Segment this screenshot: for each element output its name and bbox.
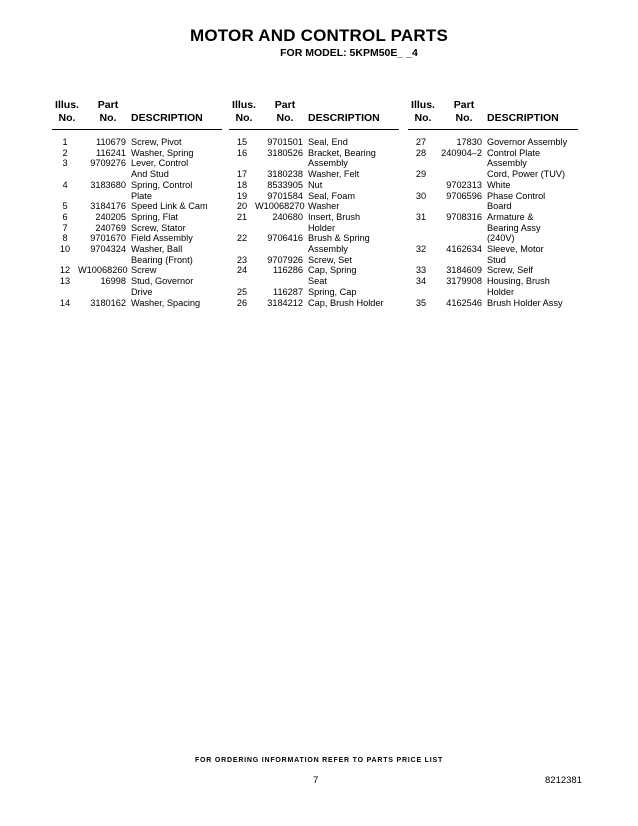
illus-header: Illus. No. <box>232 99 256 124</box>
parts-column-3 <box>408 99 583 308</box>
part-number: 8533905 <box>267 179 303 190</box>
illus-number: 27 <box>415 137 427 147</box>
illus-number: 6 <box>62 211 68 222</box>
parts-row <box>52 180 227 201</box>
part-number: 17830 <box>456 137 482 147</box>
part-description: Speed Link & Cam <box>131 201 208 212</box>
illus-number: 10 <box>59 244 71 255</box>
illus-number: 2 <box>62 147 68 158</box>
column-header <box>52 99 227 130</box>
illus-header: Illus. No. <box>411 99 435 124</box>
parts-row <box>52 233 227 244</box>
part-description: Spring, Control Plate <box>131 179 193 201</box>
parts-row <box>229 191 404 202</box>
part-description: Spring, Flat <box>131 211 178 222</box>
part-description: Nut <box>308 179 323 190</box>
part-description: Washer, Felt <box>308 169 360 180</box>
part-number: 240769 <box>95 222 126 233</box>
part-number: 9702313 <box>446 179 482 190</box>
illus-header: Illus. No. <box>55 99 79 124</box>
part-description: White <box>487 179 511 190</box>
part-number: 4162546 <box>446 297 482 308</box>
part-number: 9709276 <box>90 158 126 169</box>
page-title: MOTOR AND CONTROL PARTS <box>189 26 449 45</box>
illus-number: 1 <box>62 137 68 147</box>
part-number: 9704324 <box>90 244 126 255</box>
illus-number: 25 <box>236 286 248 297</box>
illus-number: 21 <box>236 211 248 222</box>
page-number: 7 <box>313 775 319 786</box>
part-description: Seal, Foam <box>308 190 355 201</box>
parts-row <box>229 298 404 309</box>
illus-number: 5 <box>62 201 68 212</box>
part-description: Washer, Ball Bearing (Front) <box>131 244 193 265</box>
illus-number: 18 <box>236 179 248 190</box>
part-number: 9701584 <box>267 190 303 201</box>
description-header: DESCRIPTION <box>487 112 559 124</box>
part-number: 116241 <box>96 147 126 158</box>
description-header: DESCRIPTION <box>308 112 380 124</box>
part-description: Screw <box>131 265 157 276</box>
part-number: 3180238 <box>267 169 303 180</box>
header-rule <box>229 129 399 130</box>
parts-row <box>52 298 227 309</box>
parts-row <box>408 244 583 265</box>
illus-number: 20 <box>236 201 248 212</box>
part-description: Phase Control Board <box>487 190 546 212</box>
ordering-note: FOR ORDERING INFORMATION REFER TO PARTS PRICE LIST <box>194 757 444 764</box>
part-header: Part No. <box>274 99 296 124</box>
parts-row <box>229 169 404 180</box>
illus-number: 33 <box>415 265 427 276</box>
illus-number: 14 <box>59 297 71 308</box>
part-description: Armature & Bearing Assy (240V) <box>487 211 541 244</box>
illus-number: 31 <box>415 211 427 222</box>
part-description: Insert, Brush Holder <box>308 211 361 233</box>
description-header: DESCRIPTION <box>131 112 203 124</box>
header-rule <box>408 129 578 130</box>
part-description: Seal, End <box>308 137 348 147</box>
part-description: Screw, Set <box>308 254 352 265</box>
part-description: Washer, Spacing <box>131 297 201 308</box>
parts-column-2 <box>229 99 404 308</box>
parts-row <box>229 148 404 169</box>
parts-column-1 <box>52 99 227 308</box>
part-number: 16998 <box>100 276 126 287</box>
part-number: 3184609 <box>446 265 482 276</box>
part-number: 3184212 <box>267 297 303 308</box>
parts-row <box>52 244 227 265</box>
part-description: Governor Assembly <box>487 137 568 147</box>
column-header <box>408 99 583 130</box>
illus-number: 13 <box>59 276 71 287</box>
part-description: Field Assembly <box>131 233 193 244</box>
part-header: Part No. <box>97 99 119 124</box>
part-number: 3179908 <box>446 276 482 287</box>
document-number: 8212381 <box>545 775 582 786</box>
illus-number: 22 <box>236 233 248 244</box>
parts-row <box>52 265 227 276</box>
parts-row <box>229 265 404 286</box>
part-number: 3180526 <box>267 147 303 158</box>
illus-number: 28 <box>415 147 427 158</box>
part-number: 9701670 <box>90 233 126 244</box>
parts-row <box>52 276 227 297</box>
parts-rows <box>229 137 404 308</box>
part-description: Screw, Pivot <box>131 137 182 147</box>
part-number <box>434 169 482 180</box>
part-description: Cap, Brush Holder <box>308 297 384 308</box>
part-description: Cap, Spring Seat <box>308 265 357 287</box>
part-description: Sleeve, Motor Stud <box>487 244 544 265</box>
part-number: 240680 <box>272 211 303 222</box>
part-description: Brush Holder Assy <box>487 297 563 308</box>
parts-row <box>229 287 404 298</box>
part-description: Lever, Control And Stud <box>131 158 189 180</box>
part-number: 9701501 <box>267 137 303 147</box>
illus-number: 30 <box>415 190 427 201</box>
parts-row <box>408 191 583 212</box>
parts-row <box>229 180 404 191</box>
parts-row <box>408 169 583 180</box>
parts-row <box>52 201 227 212</box>
part-description: Stud, Governor Drive <box>131 276 194 297</box>
part-description: Brush & Spring Assembly <box>308 233 370 255</box>
part-description: Spring, Cap <box>308 286 357 297</box>
illus-number <box>408 180 434 191</box>
illus-number: 32 <box>415 244 427 255</box>
part-description: Screw, Stator <box>131 222 186 233</box>
illus-number: 24 <box>236 265 248 276</box>
part-description: Bracket, Bearing Assembly <box>308 147 376 169</box>
illus-number: 19 <box>236 190 248 201</box>
parts-row <box>52 148 227 159</box>
part-description: Washer <box>308 201 340 212</box>
illus-number: 12 <box>59 265 71 276</box>
illus-number: 34 <box>415 276 427 287</box>
part-number: 9707926 <box>267 254 303 265</box>
part-description: Control Plate Assembly <box>487 147 541 169</box>
parts-row <box>408 212 583 244</box>
part-number: 9706416 <box>267 233 303 244</box>
illus-number: 15 <box>236 137 248 147</box>
part-description: Screw, Self <box>487 265 533 276</box>
illus-number: 4 <box>62 179 68 190</box>
illus-number: 7 <box>62 222 68 233</box>
part-number: W10068270 <box>255 201 305 212</box>
parts-row <box>52 137 227 148</box>
parts-row <box>52 223 227 234</box>
parts-row <box>408 265 583 276</box>
part-number: 3184176 <box>90 201 126 212</box>
part-number: 110679 <box>96 137 126 147</box>
part-number: W10068260 <box>78 265 128 276</box>
parts-rows <box>408 137 583 308</box>
parts-row <box>52 158 227 179</box>
part-number: 240904–2 <box>441 147 482 158</box>
illus-number: 3 <box>62 158 68 169</box>
illus-number: 35 <box>415 297 427 308</box>
model-subtitle: FOR MODEL: 5KPM50E_ _4 <box>280 47 418 59</box>
illus-number: 17 <box>236 169 248 180</box>
part-number: 9708316 <box>446 211 482 222</box>
parts-row <box>408 148 583 169</box>
part-description: Housing, Brush Holder <box>487 276 550 297</box>
illus-number: 29 <box>415 169 427 180</box>
part-description: Cord, Power (TUV) <box>487 169 566 180</box>
parts-row <box>229 255 404 266</box>
parts-row <box>229 201 404 212</box>
part-description: Washer, Spring <box>131 147 194 158</box>
parts-row <box>52 212 227 223</box>
parts-row <box>229 212 404 233</box>
part-number: 116287 <box>273 286 303 297</box>
part-header: Part No. <box>453 99 475 124</box>
parts-row <box>408 298 583 309</box>
illus-number: 23 <box>236 254 248 265</box>
parts-row <box>229 233 404 254</box>
part-number: 116286 <box>273 265 303 276</box>
illus-number: 8 <box>62 233 68 244</box>
parts-row <box>229 137 404 148</box>
part-number: 4162634 <box>446 244 482 255</box>
parts-row <box>408 137 583 148</box>
illus-number: 26 <box>236 297 248 308</box>
illus-number: 16 <box>236 147 248 158</box>
parts-rows <box>52 137 227 308</box>
header-rule <box>52 129 222 130</box>
parts-row <box>408 276 583 297</box>
part-number: 3180162 <box>90 297 126 308</box>
parts-row <box>408 180 583 191</box>
part-number: 3183680 <box>90 179 126 190</box>
part-number: 240205 <box>95 211 126 222</box>
part-number: 9706596 <box>446 190 482 201</box>
column-header <box>229 99 404 130</box>
